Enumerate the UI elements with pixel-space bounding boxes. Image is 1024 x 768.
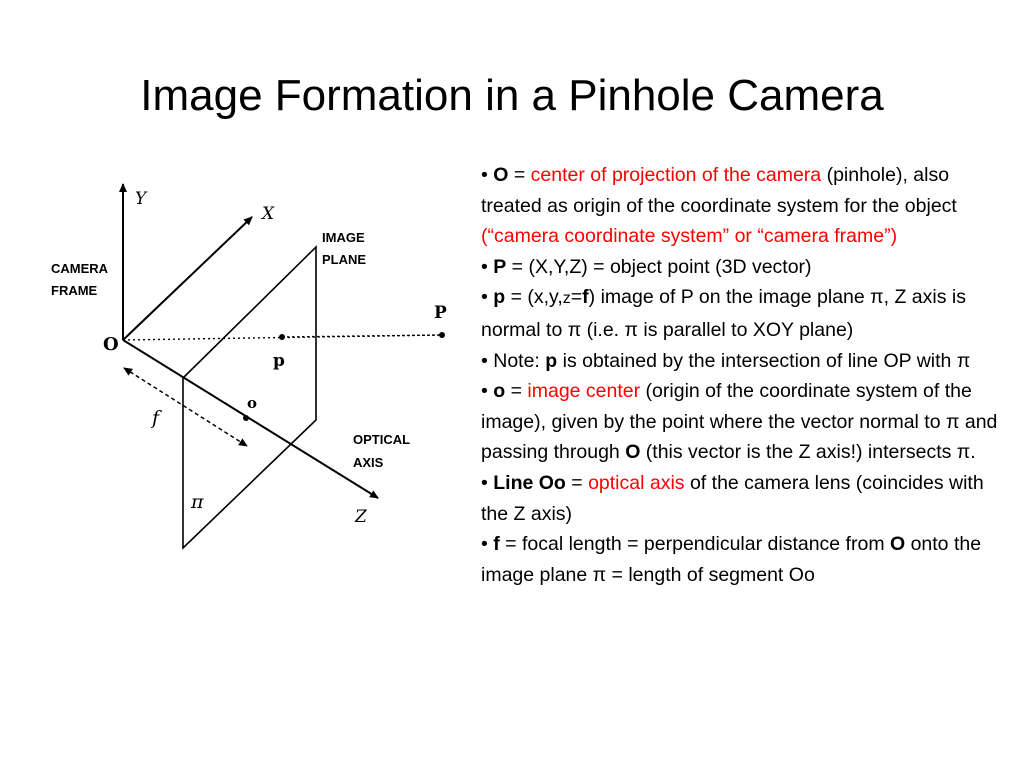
focal-label: f (152, 407, 160, 429)
bullet-P-text: = (X,Y,Z) = object point (3D vector) (506, 255, 812, 278)
term-f: f (493, 533, 500, 556)
bullet-dot: • (481, 286, 488, 309)
camera-frame-label-1: CAMERA (51, 261, 109, 276)
equals: = (505, 380, 528, 403)
image-point-label: p (273, 351, 285, 371)
bullet-note (481, 346, 1001, 377)
term-O-2: O (625, 441, 641, 464)
pinhole-camera-diagram (40, 170, 470, 570)
bullet-O-text: (pinhole), also treated as origin of the coordinate system for the object (481, 164, 957, 217)
term-O: O (493, 164, 509, 186)
bullet-note-text-a: Note: (487, 349, 546, 372)
bullet-f-text-a: = focal length = perpendicular distance from (499, 533, 890, 556)
bullet-line-Oo-text: of the camera lens (coincides with the Z axis) (481, 471, 984, 525)
optical-axis-label-1: OPTICAL (353, 432, 411, 447)
bullet-O (481, 160, 1001, 252)
bullet-line-Oo (481, 468, 1001, 529)
pinhole-diagram-svg (40, 170, 470, 570)
term-p-note: p (545, 349, 558, 372)
bullet-dot: • (481, 380, 488, 403)
bullet-dot: • (481, 471, 488, 494)
image-center-o (243, 415, 249, 421)
bullet-note-text-b: is obtained by the intersection of line OP with π (557, 349, 971, 372)
term-o: o (493, 380, 506, 403)
image-plane-label-2: PLANE (322, 252, 367, 267)
plane-pi-label: π (191, 491, 204, 513)
term-f-inline: f (582, 286, 589, 309)
x-axis-label: X (262, 204, 275, 224)
equals: = (565, 471, 589, 494)
bullet-dot: • (481, 255, 488, 278)
bullet-o-text-a: (origin of the coordinate system of the image), given by the point where the vector normal to π and passing through (481, 380, 998, 464)
optical-axis-term: optical axis (588, 471, 685, 494)
term-P: P (493, 255, 507, 278)
equals-sign: = (570, 286, 583, 309)
bullet-o (481, 376, 1001, 468)
bullet-P (481, 252, 1001, 283)
bullet-f-text-b: onto the image plane π = length of segment Oo (481, 533, 982, 586)
bullet-o-text-b: (this vector is the Z axis!) intersects π. (640, 441, 976, 464)
object-point-label: P (434, 303, 447, 323)
bullet-dot: • (481, 164, 488, 186)
bullet-list (481, 160, 1001, 590)
slide-title: Image Formation in a Pinhole Camera (140, 71, 884, 120)
x-axis-line (123, 217, 252, 340)
bullet-p (481, 282, 1001, 345)
term-p: p (493, 286, 506, 309)
camera-frame-label-2: FRAME (51, 283, 98, 298)
origin-label: O (103, 334, 119, 355)
image-plane-label-1: IMAGE (322, 230, 365, 245)
z-axis-line (123, 340, 378, 498)
image-center-term: image center (527, 380, 641, 403)
bullet-p-text-b: ) image of P on the image plane π, Z axis is normal to π (i.e. π is parallel to XOY plane) (481, 286, 966, 341)
bullet-dot: • (481, 533, 488, 556)
z-axis-label: Z (355, 507, 367, 527)
optical-axis-label-2: AXIS (353, 455, 384, 470)
term-line-Oo: Line Oo (493, 471, 566, 494)
image-point-p (279, 334, 285, 340)
bullet-f (481, 529, 1001, 590)
bullet-p-text-a: = (x,y, (505, 286, 563, 309)
line-to-p (282, 335, 442, 337)
y-axis-label: Y (135, 189, 147, 209)
term-O-3: O (889, 533, 906, 556)
z-small: z (562, 290, 571, 308)
equals: = (508, 164, 531, 186)
camera-frame-note: (“camera coordinate system” or “camera frame”) (481, 225, 898, 248)
image-center-label: o (247, 394, 258, 412)
bullet-dot: • (481, 349, 488, 372)
object-point-P (439, 332, 445, 338)
center-of-projection: center of projection of the camera (530, 164, 822, 186)
